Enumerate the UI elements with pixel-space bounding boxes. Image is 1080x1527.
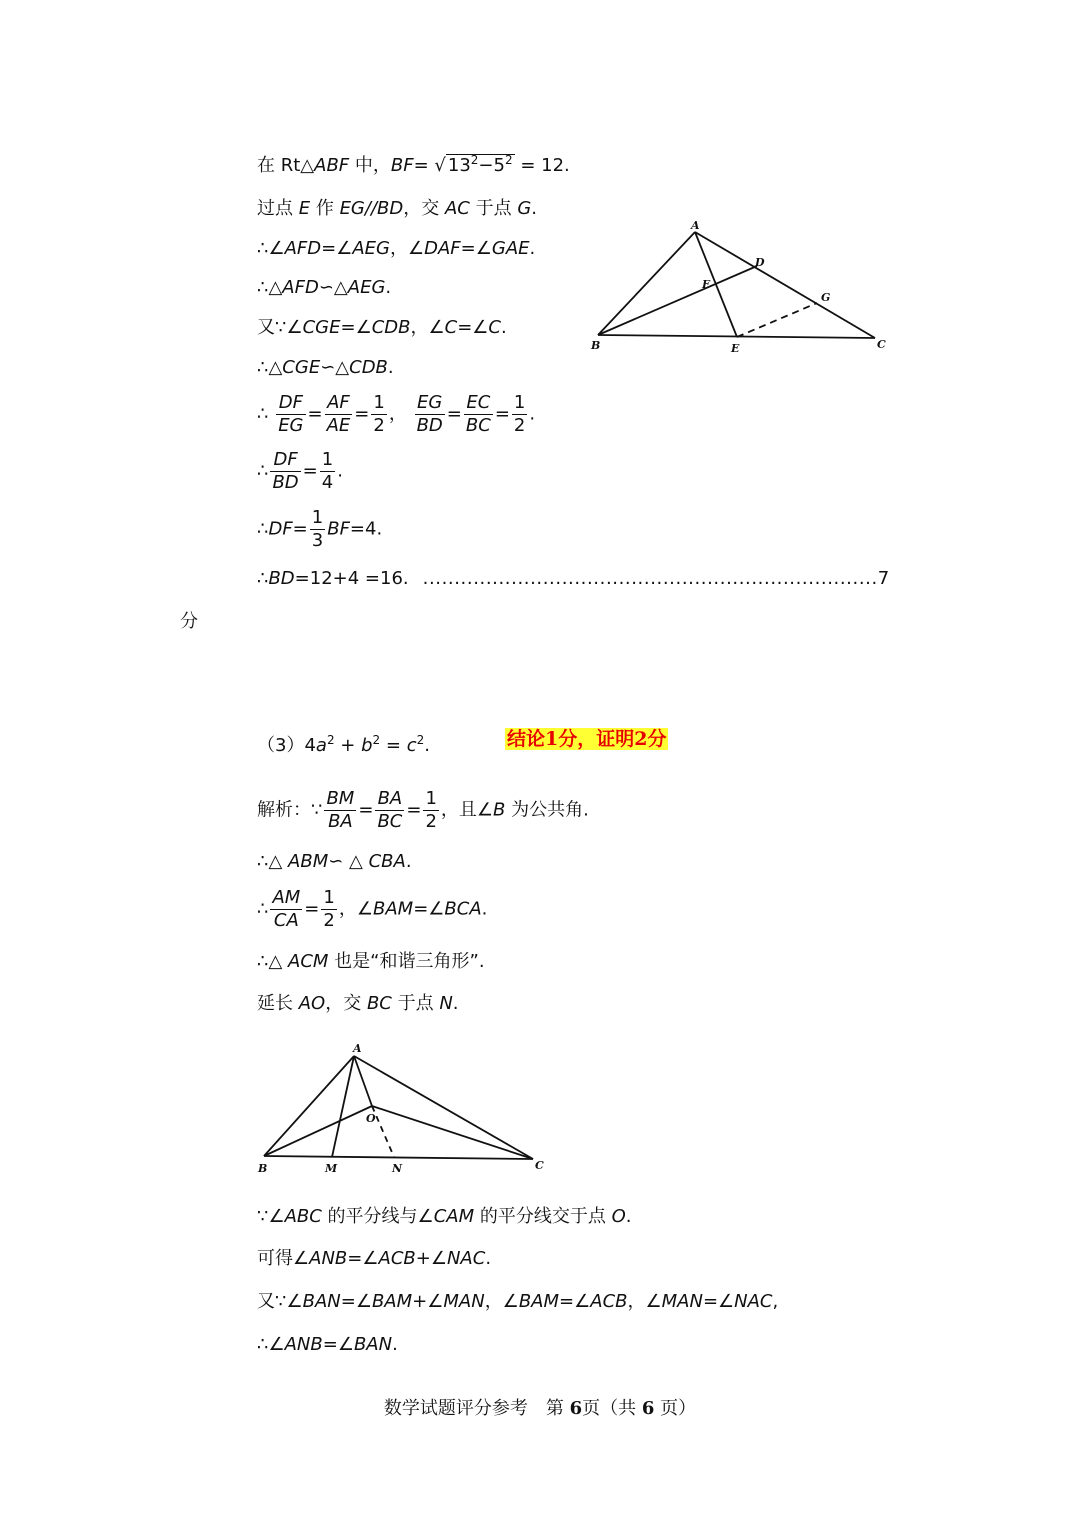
line-anb-sum: 可得∠ANB=∠ACB+∠NAC. <box>257 1248 492 1269</box>
line-ratios: ∴ $\frac{DF}{EG}$ = $\frac{AF}{AE}$ = $\frac{1}{2}$ ， $\frac{EG}{BD}$ = $\frac{EC}{BC}$ = $\frac{1}{2}$ . <box>257 392 536 436</box>
fraction: $\frac{BA}{BC}$ <box>377 788 403 832</box>
label-m: M <box>325 1162 338 1175</box>
segment-ab <box>598 232 695 335</box>
sqrt-radicand: $13^2-5^2$ <box>447 153 513 176</box>
score-unit: 分 <box>180 611 198 632</box>
fraction: $\frac{DF}{BD}$ <box>272 449 299 493</box>
segment-ac <box>354 1056 533 1159</box>
line-extend-ao: 延长 AO，交 BC 于点 N. <box>257 993 459 1014</box>
label-d: D <box>755 256 765 269</box>
triangle-figure-1 <box>585 218 895 358</box>
label-a: A <box>353 1042 362 1055</box>
triangle-figure-2 <box>252 1038 552 1178</box>
fraction: $\frac{EG}{BD}$ <box>416 392 443 436</box>
segment-oc <box>372 1106 533 1159</box>
line-construct-eg: 过点 E 作 EG//BD，交 AC 于点 G. <box>257 198 537 219</box>
label-n: N <box>392 1162 403 1175</box>
segment-bo <box>264 1106 372 1156</box>
line-similar-cge-cdb: ∴△CGE∽△CDB. <box>257 357 394 378</box>
segment-ao <box>354 1056 372 1106</box>
fraction: $\frac{1}{3}$ <box>311 507 324 551</box>
label-f: F <box>702 278 710 291</box>
segment-eg-dashed <box>737 303 817 337</box>
fraction: $\frac{EC}{BC}$ <box>465 392 491 436</box>
line-bisectors: ∵∠ABC 的平分线与∠CAM 的平分线交于点 O. <box>257 1206 632 1227</box>
line-acm-harmonious: ∴△ ACM 也是“和谐三角形”. <box>257 951 485 972</box>
line-am-ca-ratio: ∴ $\frac{AM}{CA}$ = $\frac{1}{2}$ ，∠BAM=∠BCA. <box>257 887 488 931</box>
fraction: $\frac{AF}{AE}$ <box>326 392 351 436</box>
label-g: G <box>821 291 831 304</box>
fraction: $\frac{1}{2}$ <box>513 392 526 436</box>
label-c: C <box>877 338 886 351</box>
line-similar-afd-aeg: ∴△AFD∽△AEG. <box>257 277 392 298</box>
segment-ab <box>264 1056 354 1156</box>
score-leader-dots: ........................................................................7 <box>422 568 890 589</box>
fraction: $\frac{1}{2}$ <box>373 392 385 436</box>
fraction: $\frac{1}{2}$ <box>323 887 335 931</box>
label-o: O <box>366 1112 376 1125</box>
line-anb-ban: ∴∠ANB=∠BAN. <box>257 1334 398 1355</box>
fraction: $\frac{1}{2}$ <box>425 788 437 832</box>
segment-bd <box>598 266 757 335</box>
line-df-bd-ratio: ∴ $\frac{DF}{BD}$ = $\frac{1}{4}$ . <box>257 449 343 493</box>
line-analysis: 解析：∵ $\frac{BM}{BA}$ = $\frac{BA}{BC}$ = $\frac{1}{2}$ ，且∠B 为公共角. <box>257 788 589 832</box>
fraction: $\frac{1}{4}$ <box>321 449 334 493</box>
label-b: B <box>258 1162 268 1175</box>
fraction: $\frac{BM}{BA}$ <box>326 788 355 832</box>
line-part3-conclusion: $(3)4a^2 + b^2 = c^2$. <box>257 733 430 756</box>
label-e: E <box>731 342 740 355</box>
page-footer: 数学试题评分参考 第 6页（共 6 页） <box>383 1398 697 1419</box>
fraction: $\frac{AM}{CA}$ <box>272 887 301 931</box>
line-angles-equal: ∴∠AFD=∠AEG，∠DAF=∠GAE. <box>257 238 536 259</box>
label-b: B <box>591 339 601 352</box>
segment-bc <box>264 1156 533 1159</box>
line-ban-sum: 又∵∠BAN=∠BAM+∠MAN，∠BAM=∠ACB，∠MAN=∠NAC, <box>257 1291 779 1312</box>
line-bf-length: 在 Rt△ABF 中，BF= √ $13^2-5^2 = 12$. <box>257 153 570 176</box>
score-highlight: 结论1分，证明2分 <box>507 728 667 750</box>
line-bd-value: ∴BD=12+4 =16. ........................................................................7 <box>257 568 890 589</box>
line-df-value: ∴DF= $\frac{1}{3}$ BF=4. <box>257 507 383 551</box>
segment-am <box>332 1056 354 1157</box>
fraction: $\frac{DF}{EG}$ <box>278 392 304 436</box>
line-similar-abm-cba: ∴△ ABM∽ △ CBA. <box>257 851 412 872</box>
segment-ac <box>695 232 875 338</box>
label-a: A <box>691 219 700 232</box>
line-angles-cge-cdb: 又∵∠CGE=∠CDB，∠C=∠C. <box>257 317 507 338</box>
label-c: C <box>535 1159 544 1172</box>
